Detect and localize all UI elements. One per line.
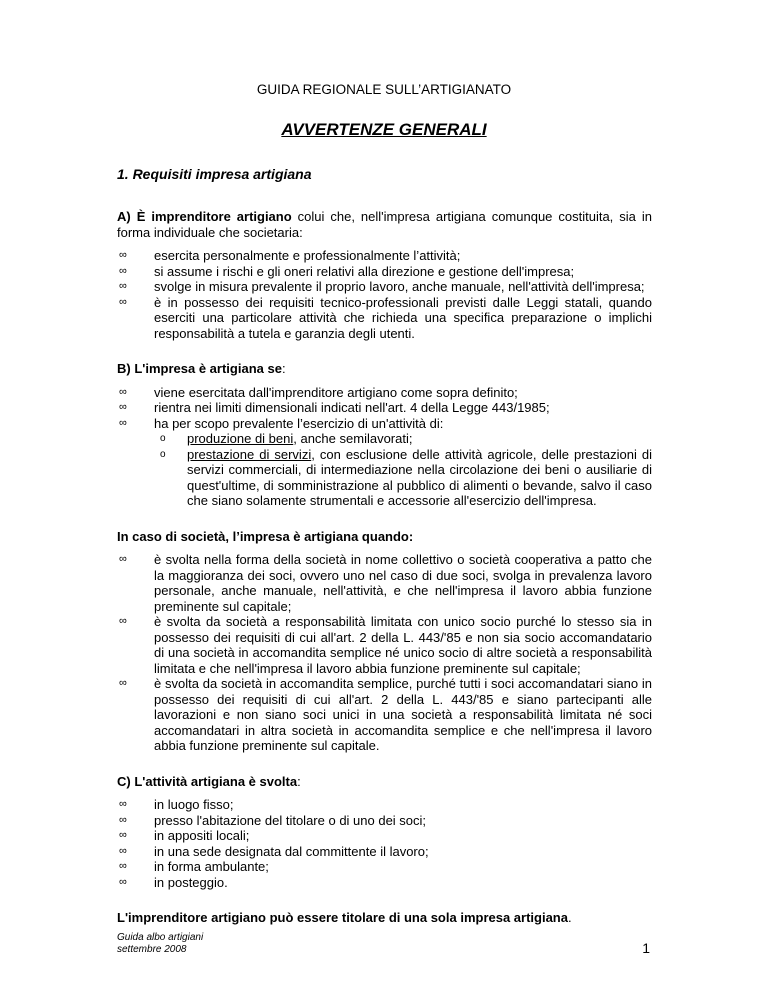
paragraph-b-tail: : <box>281 361 286 376</box>
list-item <box>117 295 652 342</box>
footer <box>117 932 203 956</box>
list-item-text: è in possesso dei requisiti tecnico-professionali previsti dalle Leggi statali, quando eserciti una particolare attività che richieda una specifica preparazione o implichi responsabilità a tutela e garanzia degli utenti. <box>154 294 652 341</box>
list-item-text: è svolta da società in accomandita semplice, purché tutti i soci accomandatari siano in possesso dei requisiti di cui all'art. 2 della L. 443/'85 e siano partecipanti alle lavorazioni e non siano soci unici in una società a responsabilità limitata né soci accomandatari in altra società in accomandita semplice e che nell'impresa il lavoro abbia funzione preminente sul capitale. <box>154 676 652 753</box>
bullet-icon: ∞ <box>119 798 127 810</box>
closing-statement-bold: L'imprenditore artigiano può essere titolare di una sola impresa artigiana <box>117 910 568 925</box>
list-item-text: esercita personalmente e professionalmente l’attività; <box>154 248 461 263</box>
main-heading: AVVERTENZE GENERALI <box>281 120 487 139</box>
sub-list-item <box>154 447 652 509</box>
list-item <box>117 385 652 401</box>
list-item <box>117 552 652 614</box>
list-societa <box>117 552 652 754</box>
list-item-text: in posteggio. <box>154 874 228 890</box>
paragraph-a <box>117 209 652 240</box>
list-item-text: in forma ambulante; <box>154 859 269 874</box>
list-item <box>117 797 652 813</box>
list-b <box>117 385 652 509</box>
list-item <box>117 279 652 295</box>
paragraph-b <box>117 361 652 377</box>
bullet-icon: ∞ <box>119 295 127 308</box>
bullet-icon: ∞ <box>119 264 127 277</box>
list-item-text: è svolta nella forma della società in nome collettivo o società cooperativa a patto che la maggioranza dei soci, ovvero uno nel caso di due soci, svolga in prevalenza lavoro personale, anche manuale, nell'attività, e che nell'impresa il lavoro abbia funzione preminente sul capitale; <box>154 552 652 614</box>
bullet-icon: ∞ <box>119 553 127 565</box>
sub-list-item-text: , con esclusione delle attività agricole, delle prestazioni di servizi commerciali, di intermediazione nella circolazione dei beni o ausiliarie di quest'ultime, di somministrazione al pubblico di alimenti o bevande, salvo il caso che siano solamente strumentali e accessorie all'esercizio dell'impresa. <box>187 446 652 508</box>
list-item-text: presso l'abitazione del titolare o di uno dei soci; <box>154 812 427 828</box>
bullet-icon: ∞ <box>119 615 127 627</box>
sub-list-item <box>154 431 652 447</box>
paragraph-b-label: B) L'impresa è artigiana se <box>117 361 282 376</box>
bullet-icon: ∞ <box>119 860 127 872</box>
bullet-icon: ∞ <box>119 416 127 429</box>
underlined-term: produzione di beni <box>187 431 294 446</box>
list-item <box>117 416 652 509</box>
list-item <box>117 614 652 676</box>
footer-line: settembre 2008 <box>117 943 187 955</box>
bullet-icon: ∞ <box>119 813 127 826</box>
sub-list-item-text: , anche semilavorati; <box>293 431 413 446</box>
list-c <box>117 797 652 890</box>
document-title: GUIDA REGIONALE SULL’ARTIGIANATO <box>256 82 512 97</box>
sub-bullet-icon: o <box>160 448 166 460</box>
paragraph-a-text: colui che, nell'impresa artigiana comunque costituita, sia in forma individuale che societaria: <box>117 209 652 240</box>
bullet-icon: ∞ <box>119 875 127 888</box>
list-item <box>117 859 652 875</box>
section-heading: 1. Requisiti impresa artigiana <box>117 166 312 182</box>
sub-list <box>154 431 652 509</box>
bullet-icon: ∞ <box>119 829 127 841</box>
closing-statement <box>117 910 652 926</box>
bullet-icon: ∞ <box>119 280 127 292</box>
footer-line: Guida albo artigiani <box>117 931 204 943</box>
list-a <box>117 248 652 341</box>
list-item <box>117 248 652 264</box>
societa-heading <box>117 529 652 545</box>
list-item <box>117 400 652 416</box>
list-item-text: rientra nei limiti dimensionali indicati nell'art. 4 della Legge 443/1985; <box>154 400 550 415</box>
list-item-text: ha per scopo prevalente l’esercizio di un'attività di: <box>154 415 444 431</box>
bullet-icon: ∞ <box>119 385 127 398</box>
list-item-text: in appositi locali; <box>154 828 250 843</box>
list-item <box>117 844 652 860</box>
footer-row <box>117 932 652 956</box>
bullet-icon: ∞ <box>119 844 127 857</box>
page-number: 1 <box>642 939 650 956</box>
list-item <box>117 813 652 829</box>
list-item-text: viene esercitata dall'imprenditore artigiano come sopra definito; <box>154 384 518 400</box>
list-item-text: in luogo fisso; <box>154 797 234 812</box>
underlined-term: prestazione di servizi <box>187 446 312 462</box>
list-item <box>117 875 652 891</box>
list-item <box>117 264 652 280</box>
list-item <box>117 828 652 844</box>
paragraph-c-label: C) L'attività artigiana è svolta <box>117 773 298 789</box>
closing-statement-tail: . <box>567 910 572 925</box>
list-item-text: in una sede designata dal committente il lavoro; <box>154 843 429 859</box>
list-item-text: svolge in misura prevalente il proprio lavoro, anche manuale, nell'attività dell'impresa; <box>154 279 645 294</box>
bullet-icon: ∞ <box>119 401 127 413</box>
bullet-icon: ∞ <box>119 677 127 689</box>
societa-heading-text: In caso di società, l’impresa è artigiana quando: <box>117 528 414 544</box>
paragraph-c <box>117 774 652 790</box>
list-item-text: si assume i rischi e gli oneri relativi alla direzione e gestione dell'impresa; <box>154 263 575 279</box>
list-item-text: è svolta da società a responsabilità limitata con unico socio purché lo stesso sia in possesso dei requisiti di cui all'art. 2 della L. 443/'85 e non sia socio accomandatario di una società in accomandita semplice né unico socio di altre società a responsabilità limitata e che nell'impresa il lavoro abbia funzione preminente sul capitale; <box>154 614 652 676</box>
bullet-icon: ∞ <box>119 249 127 261</box>
paragraph-c-tail: : <box>297 773 301 789</box>
paragraph-a-label: A) È imprenditore artigiano <box>117 209 292 224</box>
sub-bullet-icon: o <box>160 433 166 444</box>
list-item <box>117 676 652 754</box>
